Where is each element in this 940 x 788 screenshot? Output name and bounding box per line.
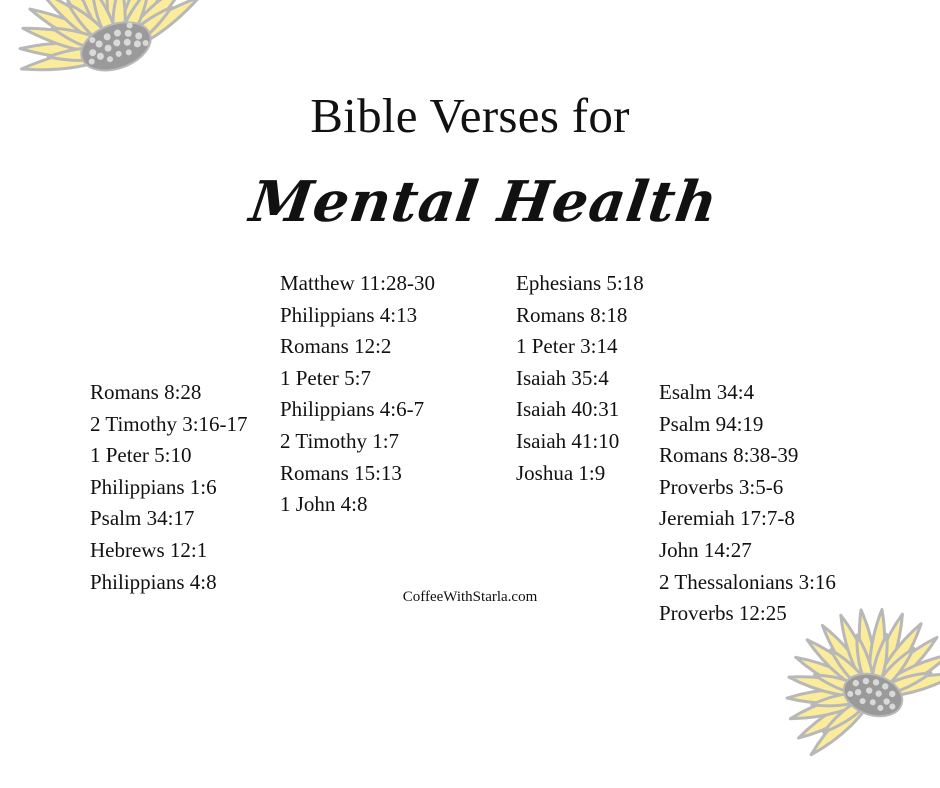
sunflower-icon bbox=[755, 605, 940, 788]
verse-item: Philippians 4:13 bbox=[280, 302, 418, 327]
page-subtitle: Mental Health bbox=[245, 169, 723, 235]
verse-item: Romans 12:2 bbox=[280, 334, 392, 359]
verse-item: Matthew 11:28-30 bbox=[280, 271, 435, 295]
verse-item: 1 John 4:8 bbox=[280, 492, 368, 517]
verse-item: Jeremiah 17:7-8 bbox=[659, 506, 795, 531]
website-credit: CoffeeWithStarla.com bbox=[402, 589, 538, 605]
verse-item: Hebrews 12:1 bbox=[90, 537, 208, 562]
verse-item: Philippians 4:8 bbox=[90, 569, 217, 594]
verse-item: Romans 8:38-39 bbox=[659, 443, 799, 468]
verse-column-1 bbox=[90, 377, 248, 598]
verse-item: Romans 8:28 bbox=[90, 380, 202, 404]
verse-item: Isaiah 40:31 bbox=[516, 397, 620, 422]
verse-item: 1 Peter 5:7 bbox=[280, 365, 371, 390]
verse-item: Isaiah 35:4 bbox=[516, 365, 609, 390]
verse-column-2 bbox=[280, 268, 435, 521]
verse-item: Ephesians 5:18 bbox=[516, 271, 644, 295]
verse-item: Philippians 4:6-7 bbox=[280, 397, 425, 422]
verse-item: 2 Timothy 3:16-17 bbox=[90, 411, 248, 436]
verse-item: Psalm 34:17 bbox=[90, 506, 195, 531]
verse-item: Romans 8:18 bbox=[516, 302, 628, 327]
page-title: Bible Verses for bbox=[310, 88, 630, 143]
verse-item: Romans 15:13 bbox=[280, 460, 402, 485]
verse-column-3 bbox=[516, 268, 644, 489]
verse-item: John 14:27 bbox=[659, 537, 752, 562]
verse-item: Psalm 94:19 bbox=[659, 411, 764, 436]
verse-item: Proverbs 12:25 bbox=[659, 601, 787, 626]
verse-item: Proverbs 3:5-6 bbox=[659, 474, 784, 499]
verse-item: 2 Thessalonians 3:16 bbox=[659, 569, 836, 594]
verse-item: 1 Peter 3:14 bbox=[516, 334, 618, 359]
verse-item: Philippians 1:6 bbox=[90, 474, 217, 499]
verse-item: 2 Timothy 1:7 bbox=[280, 428, 400, 453]
verse-item: Isaiah 41:10 bbox=[516, 428, 620, 453]
verse-item: 1 Peter 5:10 bbox=[90, 443, 192, 468]
verse-item: Joshua 1:9 bbox=[516, 460, 606, 485]
verse-item: Esalm 34:4 bbox=[659, 380, 755, 404]
